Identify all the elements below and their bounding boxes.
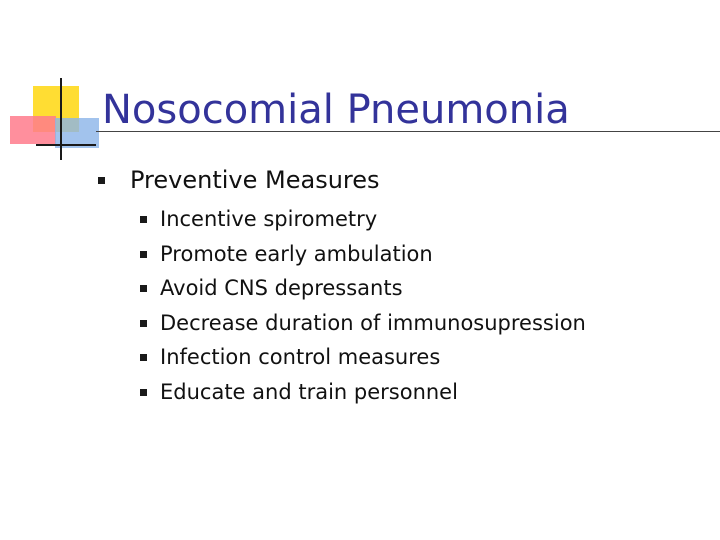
list-item-text: Infection control measures <box>160 345 441 369</box>
list-item <box>0 272 720 306</box>
square-bullet-icon <box>140 251 147 258</box>
slide-title: Nosocomial Pneumonia <box>102 87 570 133</box>
section-heading: Preventive Measures <box>130 166 380 194</box>
list-item <box>0 341 720 375</box>
decorative-logo <box>0 0 110 170</box>
list-item-text: Incentive spirometry <box>160 207 378 231</box>
square-bullet-icon <box>98 177 105 184</box>
square-bullet-icon <box>140 216 147 223</box>
square-bullet-icon <box>140 354 147 361</box>
list-item-text: Avoid CNS depressants <box>160 276 403 300</box>
list-item-text: Decrease duration of immunosupression <box>160 311 586 335</box>
list-item <box>0 238 720 272</box>
list-item <box>0 307 720 341</box>
square-bullet-icon <box>140 285 147 292</box>
horizontal-line <box>36 144 96 146</box>
list-item-text: Promote early ambulation <box>160 242 433 266</box>
list-item-text: Educate and train personnel <box>160 380 458 404</box>
vertical-line <box>60 78 62 160</box>
square-bullet-icon <box>140 320 147 327</box>
list-item <box>0 203 720 237</box>
list-item <box>0 376 720 410</box>
square-bullet-icon <box>140 389 147 396</box>
pink-square <box>10 116 56 144</box>
